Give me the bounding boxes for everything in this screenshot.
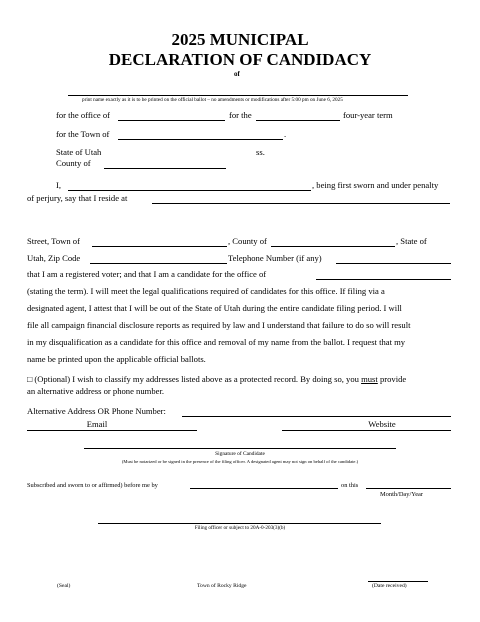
- signature-label: Signature of Candidate: [215, 451, 265, 457]
- zip-field[interactable]: [90, 263, 227, 264]
- voter-text: that I am a registered voter; and that I am a candidate for the office of: [27, 269, 267, 279]
- street-town-label: Street, Town of: [27, 236, 80, 246]
- website-field[interactable]: [282, 430, 451, 431]
- filing-officer-field[interactable]: [98, 523, 381, 524]
- website-label: Website: [368, 419, 396, 429]
- title-line-2: DECLARATION OF CANDIDACY: [108, 50, 372, 69]
- town-field[interactable]: [118, 139, 283, 140]
- alternative-field[interactable]: [182, 416, 451, 417]
- on-this-label: on this: [341, 482, 359, 489]
- candidate-office-field[interactable]: [316, 279, 451, 280]
- residence-town-field[interactable]: [92, 246, 227, 247]
- venue-county-field[interactable]: [104, 168, 226, 169]
- term-field[interactable]: [256, 120, 340, 121]
- town-name-label: Town of Rocky Ridge: [197, 583, 247, 589]
- residence-county-field[interactable]: [271, 246, 395, 247]
- protected-record-line-2: an alternative address or phone number.: [27, 386, 164, 396]
- paragraph-line-4: in my disqualification as a candidate for this office and removal of my name from the ballot. I request that my: [27, 337, 406, 347]
- paragraph-line-1: (stating the term). I will meet the legal qualifications required of candidates for this office. If filing via a: [27, 286, 385, 296]
- alternative-label: Alternative Address OR Phone Number:: [27, 406, 166, 416]
- paragraph-line-2: designated agent, I attest that I will be out of the State of Utah during the entire candidate filing period. I will: [27, 303, 402, 313]
- declarant-name-field[interactable]: [68, 190, 311, 191]
- month-day-year-label: Month/Day/Year: [380, 491, 424, 498]
- of-label: of: [234, 70, 240, 78]
- protected-record-checkbox[interactable]: □: [27, 374, 33, 384]
- i-label: I,: [56, 180, 62, 190]
- protected-record-text-b: provide: [377, 374, 407, 384]
- paragraph-line-3: file all campaign financial disclosure reports as required by law and I understand that failure to do so will result: [27, 320, 411, 330]
- county-of-label-2: , County of: [228, 236, 267, 246]
- paragraph-line-5: name be printed upon the applicable official ballots.: [27, 354, 206, 364]
- print-name-note: print name exactly as it is to be printed on the official ballot – no amendments or modifications after 5:00 pm on June 6, 2025: [82, 97, 343, 103]
- state-of-utah: State of Utah: [56, 147, 102, 157]
- for-the-label: for the: [229, 110, 252, 120]
- for-town-label: for the Town of: [56, 129, 110, 139]
- date-received-label: (Date received): [372, 583, 407, 589]
- protected-record-text-a: (Optional) I wish to classify my addresses listed above as a protected record. By doing so, you: [32, 374, 362, 384]
- telephone-label: Telephone Number (if any): [228, 253, 322, 263]
- term-label: four-year term: [343, 110, 393, 120]
- sworn-name-field[interactable]: [190, 488, 338, 489]
- candidate-name-field[interactable]: [68, 95, 408, 96]
- utah-zip-label: Utah, Zip Code: [27, 253, 81, 263]
- email-field[interactable]: [27, 430, 197, 431]
- email-label: Email: [86, 419, 108, 429]
- filing-officer-label: Filing officer or subject to 20A-0-203(3)(b): [194, 525, 286, 531]
- title-line-1: 2025 MUNICIPAL: [171, 30, 309, 49]
- for-office-label: for the office of: [56, 110, 111, 120]
- sworn-text: , being first sworn and under penalty: [312, 180, 439, 190]
- sworn-before-label: Subscribed and sworn to or affirmed) before me by: [27, 482, 158, 489]
- telephone-field[interactable]: [336, 263, 451, 264]
- signature-note: (Must be notarized or be signed in the presence of the filing officer. A designated agent may not sign on behalf of the candidate.): [121, 459, 359, 464]
- signature-field[interactable]: [84, 448, 396, 449]
- seal-label: (Seal): [57, 583, 71, 589]
- period: .: [284, 129, 287, 139]
- ss-label: ss.: [256, 147, 265, 157]
- office-field[interactable]: [118, 120, 225, 121]
- must-emphasis: must: [361, 374, 378, 384]
- perjury-text: of perjury, say that I reside at: [27, 193, 128, 203]
- residence-field[interactable]: [152, 203, 450, 204]
- protected-record-line-1: [27, 374, 406, 385]
- state-of-label: , State of: [396, 236, 427, 246]
- county-of-label: County of: [56, 158, 91, 168]
- date-received-field[interactable]: [368, 581, 428, 582]
